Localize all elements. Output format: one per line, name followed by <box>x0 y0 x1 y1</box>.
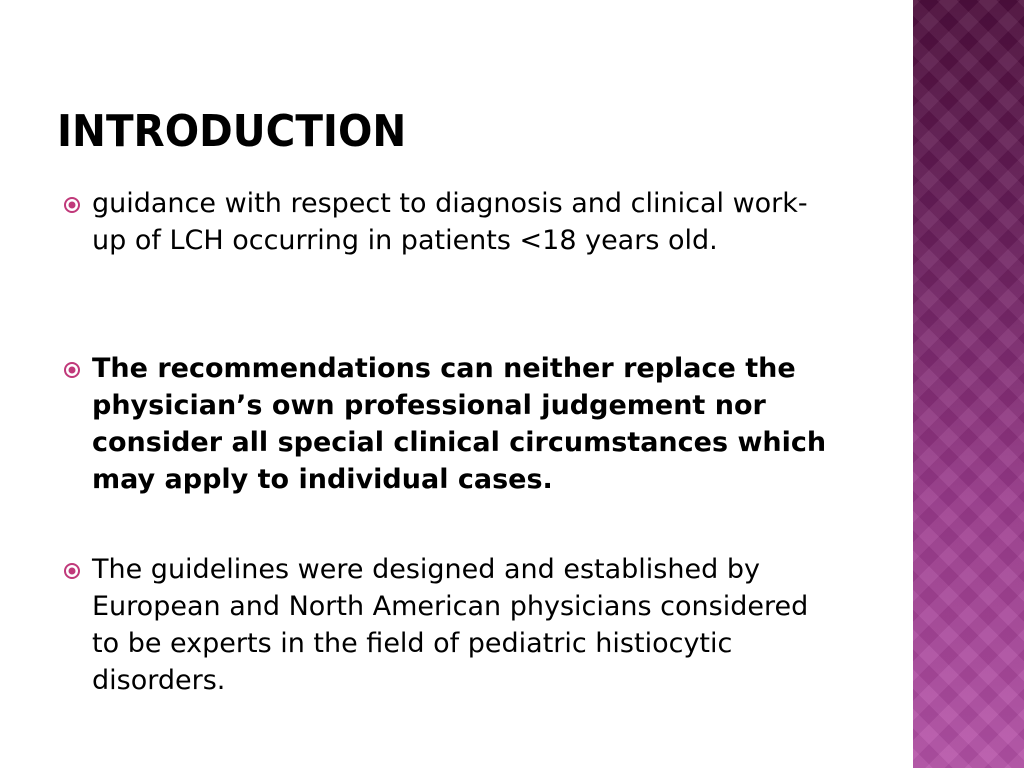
bullet-text-emphasized: The recommendations can neither replace the physician’s own professional judgement nor consider all special clinical circumstances which may apply to individual cases. <box>92 353 827 495</box>
bullet-item <box>60 185 840 259</box>
circled-dot-bullet-icon <box>60 185 92 221</box>
slide-title: INTRODUCTION <box>57 106 407 157</box>
bullet-item <box>60 350 840 498</box>
circled-dot-bullet-icon <box>60 350 92 386</box>
bullet-text: guidance with respect to diagnosis and clinical work-up of LCH occurring in patients <18 years old. <box>92 188 808 256</box>
circled-dot-bullet-icon <box>60 551 92 587</box>
bullet-text: The guidelines were designed and established by European and North American physicians considered to be experts in the field of pediatric histiocytic disorders. <box>92 554 809 696</box>
decorative-side-band <box>913 0 1024 768</box>
bullet-item <box>60 551 840 699</box>
